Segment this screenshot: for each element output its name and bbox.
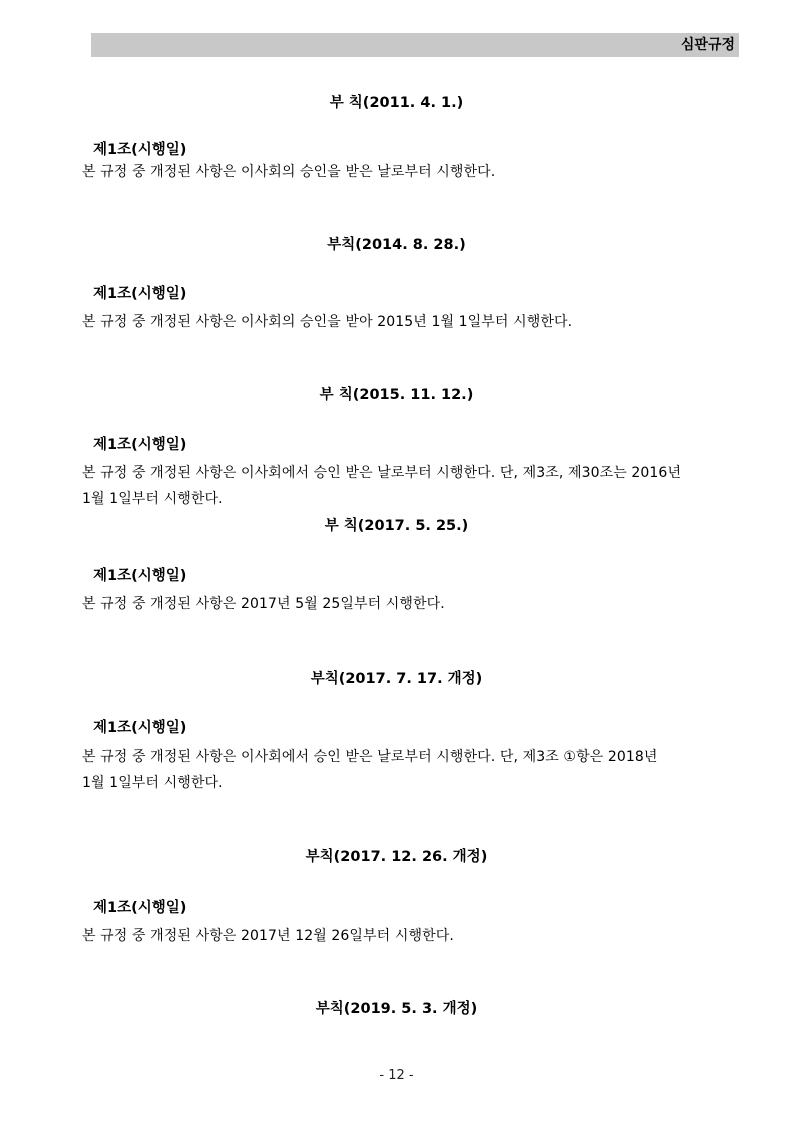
article-text-line: 1월 1일부터 시행한다. [82,491,223,507]
article-text-line: 본 규정 중 개정된 사항은 2017년 5월 25일부터 시행한다. [82,596,445,612]
article-title: 제1조(시행일) [93,286,187,302]
running-header-bar [91,33,739,57]
running-header-title: 심판규정 [680,37,735,53]
addendum-heading: 부 칙(2011. 4. 1.) [329,95,464,111]
addendum-heading: 부 칙(2015. 11. 12.) [319,387,474,403]
addendum-heading: 부 칙(2017. 5. 25.) [324,518,469,534]
page-number: - 12 - [379,1068,414,1083]
article-text-line: 본 규정 중 개정된 사항은 이사회의 승인을 받아 2015년 1월 1일부터 시행한다. [82,314,573,330]
article-title: 제1조(시행일) [93,437,187,453]
article-text-line: 본 규정 중 개정된 사항은 이사회에서 승인 받은 날로부터 시행한다. 단, 제3조, 제30조는 2016년 [82,465,682,481]
article-title: 제1조(시행일) [93,900,187,916]
article-title: 제1조(시행일) [93,568,187,584]
article-text-line: 본 규정 중 개정된 사항은 이사회에서 승인 받은 날로부터 시행한다. 단, 제3조 ①항은 2018년 [82,749,658,765]
article-title: 제1조(시행일) [93,720,187,736]
addendum-heading: 부칙(2017. 12. 26. 개정) [305,849,488,865]
article-text-line: 본 규정 중 개정된 사항은 이사회의 승인을 받은 날로부터 시행한다. [82,164,496,180]
article-text-line: 1월 1일부터 시행한다. [82,775,223,791]
addendum-heading: 부칙(2017. 7. 17. 개정) [310,671,483,687]
addendum-heading: 부칙(2014. 8. 28.) [327,237,466,253]
article-title: 제1조(시행일) [93,142,187,158]
article-text-line: 본 규정 중 개정된 사항은 2017년 12월 26일부터 시행한다. [82,928,454,944]
addendum-heading: 부칙(2019. 5. 3. 개정) [315,1001,478,1017]
